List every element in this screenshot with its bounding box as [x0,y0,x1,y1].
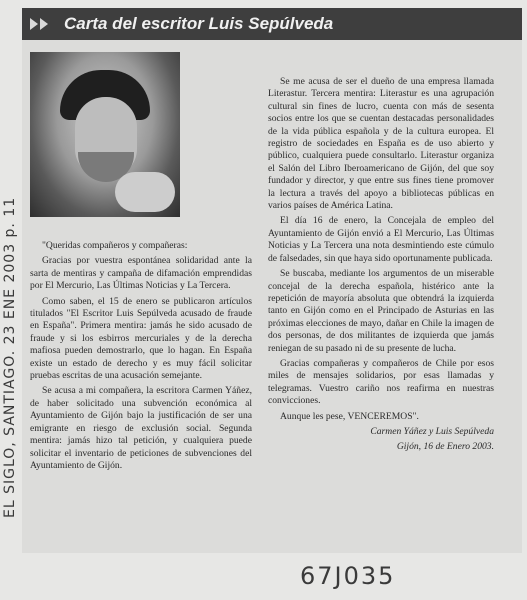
paragraph: Gracias compañeras y compañeros de Chile por esos miles de mensajes solidarios, por esas llamadas y telegramas. Vuestro cariño nos reafirma en nuestras convicciones. [268,357,494,407]
catalog-number: 67J035 [300,562,396,590]
paragraph: El día 16 de enero, la Concejala de empleo del Ayuntamiento de Gijón envió a El Mercurio, Las Últimas Noticias y La Tercera una nota desmintiendo este cúmulo de falsedades, sin que haya sido oportunamente publicada. [268,215,494,264]
left-column [30,240,252,475]
paragraph: "Queridas compañeros y compañeras: [42,240,188,251]
paragraph: Gracias por vuestra espontánea solidaridad ante la sarta de mentiras y campaña de difamación emprendidas por El Mercurio, Las Últimas Noticias y La Tercera. [30,255,252,292]
article-title: Carta del escritor Luis Sepúlveda [64,14,334,33]
paragraph: Se me acusa de ser el dueño de una empresa llamada Literastur. Tercera mentira: Literastur es una agrupación cultural sin fines de lucro, cuenta con más de sesenta socios entre los que se cuentan destacadas personalidades de la vida pública española y de la cultura europea. El registro de sociedades en España es de uso abierto y público, cualquiera puede consultarlo. Literastur organiza el Salón del Libro Iberoamericano de Gijón, del que soy fundador y director, y que entre sus fines tiene promover la lectura a través del apoyo a bibliotecas públicas en varios países de América Latina. [268,76,494,212]
paragraph: Como saben, el 15 de enero se publicaron artículos titulados "El Escritor Luis Sepúlveda acusado de fraude en España". Primera mentira: jamás he sido acusado de fraude y si los esbirros mercuriales y de la derecha mafiosa pueden demostrarlo, que lo hagan. En España existe un estado de derecho y es muy fácil solicitar pruebas escritas de una acusación semejante. [30,295,252,382]
right-column [268,76,494,457]
signature-date: Gijón, 16 de Enero 2003. [396,441,494,453]
handwritten-source-note: EL SIGLO, SANTIAGO. 23 ENE 2003 p. 11 [2,196,18,518]
paragraph: Se buscaba, mediante los argumentos de un miserable concejal de la derecha española, histérico ante la repetición de mayoría absoluta que obtendrá la izquierda tanto en Gijón como en el Principado de Asturias en las próximas elecciones de mayo, dañar en Chile la imagen de dos personas, de dos militantes de izquierda que jamás reniegan de su pasado ni de su presente de lucha. [268,268,494,354]
paragraph: Aunque les pese, VENCEREMOS". [280,410,419,422]
author-photo [30,52,180,217]
article-header [22,8,522,40]
double-arrow-icon [30,18,50,30]
paragraph: Se acusa a mi compañera, la escritora Carmen Yáñez, de haber solicitado una subvención económica al Ayuntamiento de Gijón bajo la justificación de ser una emigrante en riesgo de exclusión social. Segunda mentira: jamás hizo tal petición, y cualquiera puede solicitar el inventario de peticiones de subvenciones del Ayuntamiento de Gijón. [30,385,252,471]
signature-names: Carmen Yáñez y Luis Sepúlveda [370,425,494,437]
